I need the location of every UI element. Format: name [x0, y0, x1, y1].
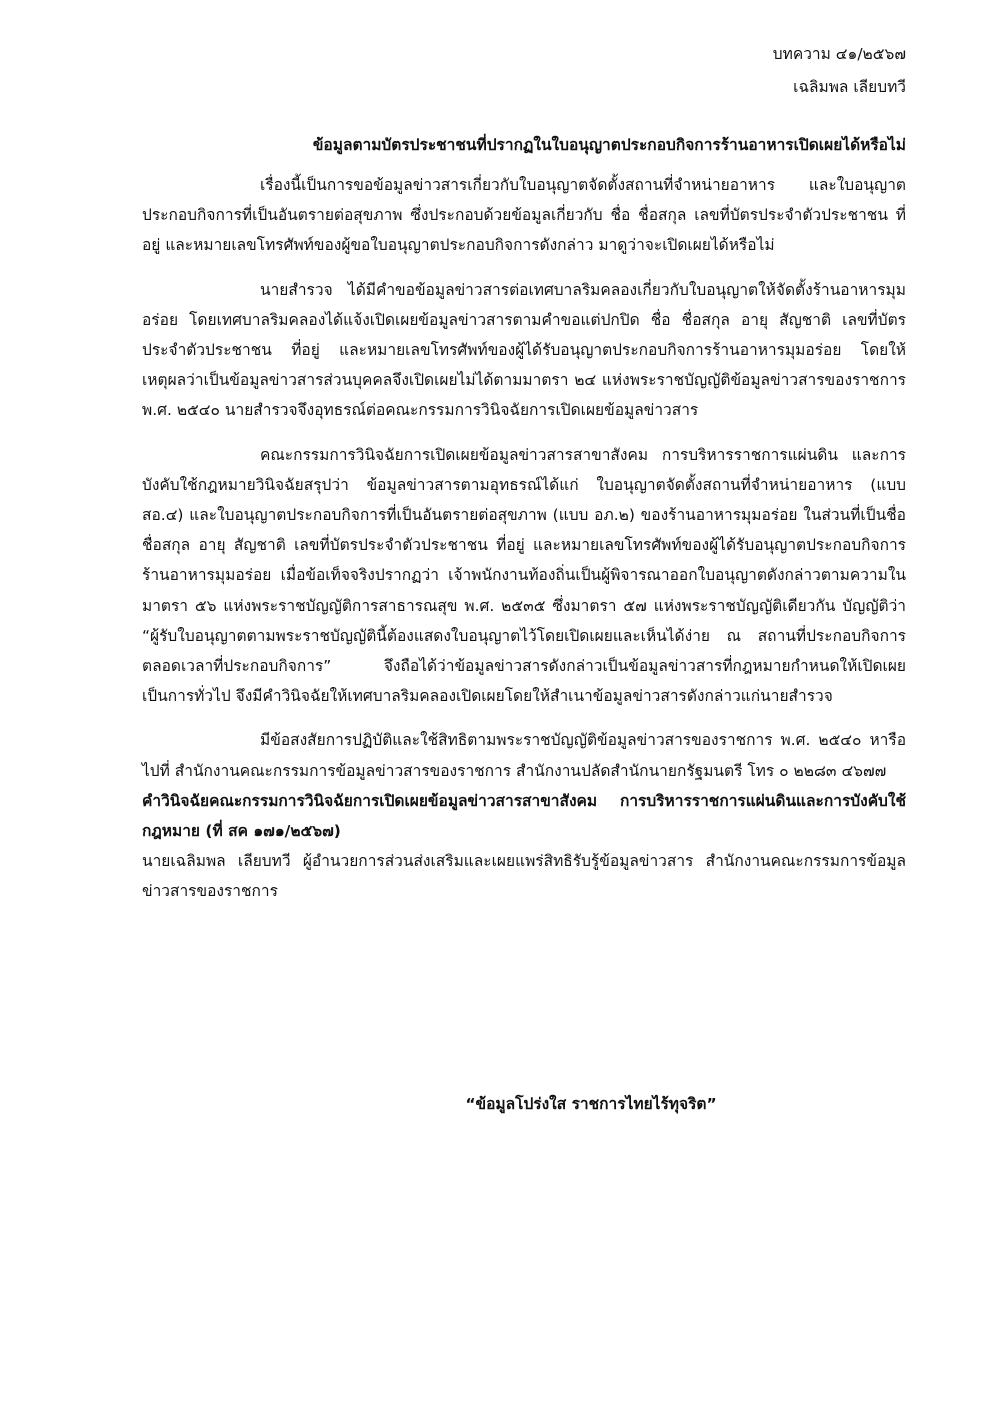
decision-reference: คำวินิจฉัยคณะกรรมการวินิจฉัยการเปิดเผยข้อมูลข่าวสารสาขาสังคม การบริหารราชการแผ่นดินและการบังคับใช้กฎหมาย (ที่ สค ๑๗๑/๒๕๖๗) — [142, 791, 906, 841]
author-note: นายเฉลิมพล เลียบทวี ผู้อำนวยการส่วนส่งเสริมและเผยแพร่สิทธิรับรู้ข้อมูลข่าวสาร สำนักงานคณะกรรมการข้อมูลข่าวสารของราชการ — [142, 852, 906, 901]
paragraph-facts: นายสำรวจ ได้มีคำขอข้อมูลข่าวสารต่อเทศบาลริมคลองเกี่ยวกับใบอนุญาตให้จัดตั้งร้านอาหารมุมอร่อย โดยเทศบาลริมคลองได้แจ้งเปิดเผยข้อมูลข่าวสารตามคำขอแต่ปกปิด ชื่อ ชื่อสกุล อายุ สัญชาติ เลขที่บัตรประจำตัวประชาชน ที่อยู่ และหมายเลขโทรศัพท์ของผู้ได้รับอนุญาตประกอบกิจการร้านอาหารมุมอร่อย โดยให้เหตุผลว่าเป็นข้อมูลข่าวสารส่วนบุคคลจึงเปิดเผยไม่ได้ตามมาตรา ๒๔ แห่งพระราชบัญญัติข้อมูลข่าวสารของราชการ พ.ศ. ๒๕๔๐ นายสำรวจจึงอุทธรณ์ต่อคณะกรรมการวินิจฉัยการเปิดเผยข้อมูลข่าวสาร — [142, 280, 906, 420]
article-number: บทความ ๔๑/๒๕๖๗ — [772, 45, 906, 63]
paragraph-intro: เรื่องนี้เป็นการขอข้อมูลข่าวสารเกี่ยวกับใบอนุญาตจัดตั้งสถานที่จำหน่ายอาหาร และใบอนุญาตประกอบกิจการที่เป็นอันตรายต่อสุขภาพ ซึ่งประกอบด้วยข้อมูลเกี่ยวกับ ชื่อ ชื่อสกุล เลขที่บัตรประจำตัวประชาชน ที่อยู่ และหมายเลขโทรศัพท์ของผู้ขอใบอนุญาตประกอบกิจการดังกล่าว มาดูว่าจะเปิดเผยได้หรือไม่ — [142, 176, 906, 255]
page-title: ข้อมูลตามบัตรประชาชนที่ปรากฏในใบอนุญาตประกอบกิจการร้านอาหารเปิดเผยได้หรือไม่ — [312, 136, 906, 154]
article-body — [142, 170, 906, 907]
article-author: เฉลิมพล เลียบทวี — [793, 78, 906, 96]
slogan: “ข้อมูลโปร่งใส ราชการไทยไร้ทุจริต” — [465, 1095, 717, 1113]
paragraph-decision: คณะกรรมการวินิจฉัยการเปิดเผยข้อมูลข่าวสารสาขาสังคม การบริหารราชการแผ่นดิน และการบังคับใช้กฎหมายวินิจฉัยสรุปว่า ข้อมูลข่าวสารตามอุทธรณ์ได้แก่ ใบอนุญาตจัดตั้งสถานที่จำหน่ายอาหาร (แบบ สอ.๔) และใบอนุญาตประกอบกิจการที่เป็นอันตรายต่อสุขภาพ (แบบ อภ.๒) ของร้านอาหารมุมอร่อย ในส่วนที่เป็นชื่อ ชื่อสกุล อายุ สัญชาติ เลขที่บัตรประจำตัวประชาชน ที่อยู่ และหมายเลขโทรศัพท์ของผู้ได้รับอนุญาตประกอบกิจการร้านอาหารมุมอร่อย เมื่อข้อเท็จจริงปรากฏว่า เจ้าพนักงานท้องถิ่นเป็นผู้พิจารณาออกใบอนุญาตดังกล่าวตามความในมาตรา ๕๖ แห่งพระราชบัญญัติการสาธารณสุข พ.ศ. ๒๕๓๕ ซึ่งมาตรา ๕๗ แห่งพระราชบัญญัติเดียวกัน บัญญัติว่า “ผู้รับใบอนุญาตตามพระราชบัญญัตินี้ต้องแสดงใบอนุญาตไว้โดยเปิดเผยและเห็นได้ง่าย ณ สถานที่ประกอบกิจการตลอดเวลาที่ประกอบกิจการ” จึงถือได้ว่าข้อมูลข่าวสารดังกล่าวเป็นข้อมูลข่าวสารที่กฎหมายกำหนดให้เปิดเผยเป็นการทั่วไป จึงมีคำวินิจฉัยให้เทศบาลริมคลองเปิดเผยโดยให้สำเนาข้อมูลข่าวสารดังกล่าวแก่นายสำรวจ — [142, 445, 906, 706]
article-header — [773, 38, 906, 104]
paragraph-contact: มีข้อสงสัยการปฏิบัติและใช้สิทธิตามพระราชบัญญัติข้อมูลข่าวสารของราชการ พ.ศ. ๒๕๔๐ หารือไปที่ สำนักงานคณะกรรมการข้อมูลข่าวสารของราชการ สำนักงานปลัดสำนักนายกรัฐมนตรี โทร ๐ ๒๒๘๓ ๔๖๗๗ — [142, 731, 906, 780]
